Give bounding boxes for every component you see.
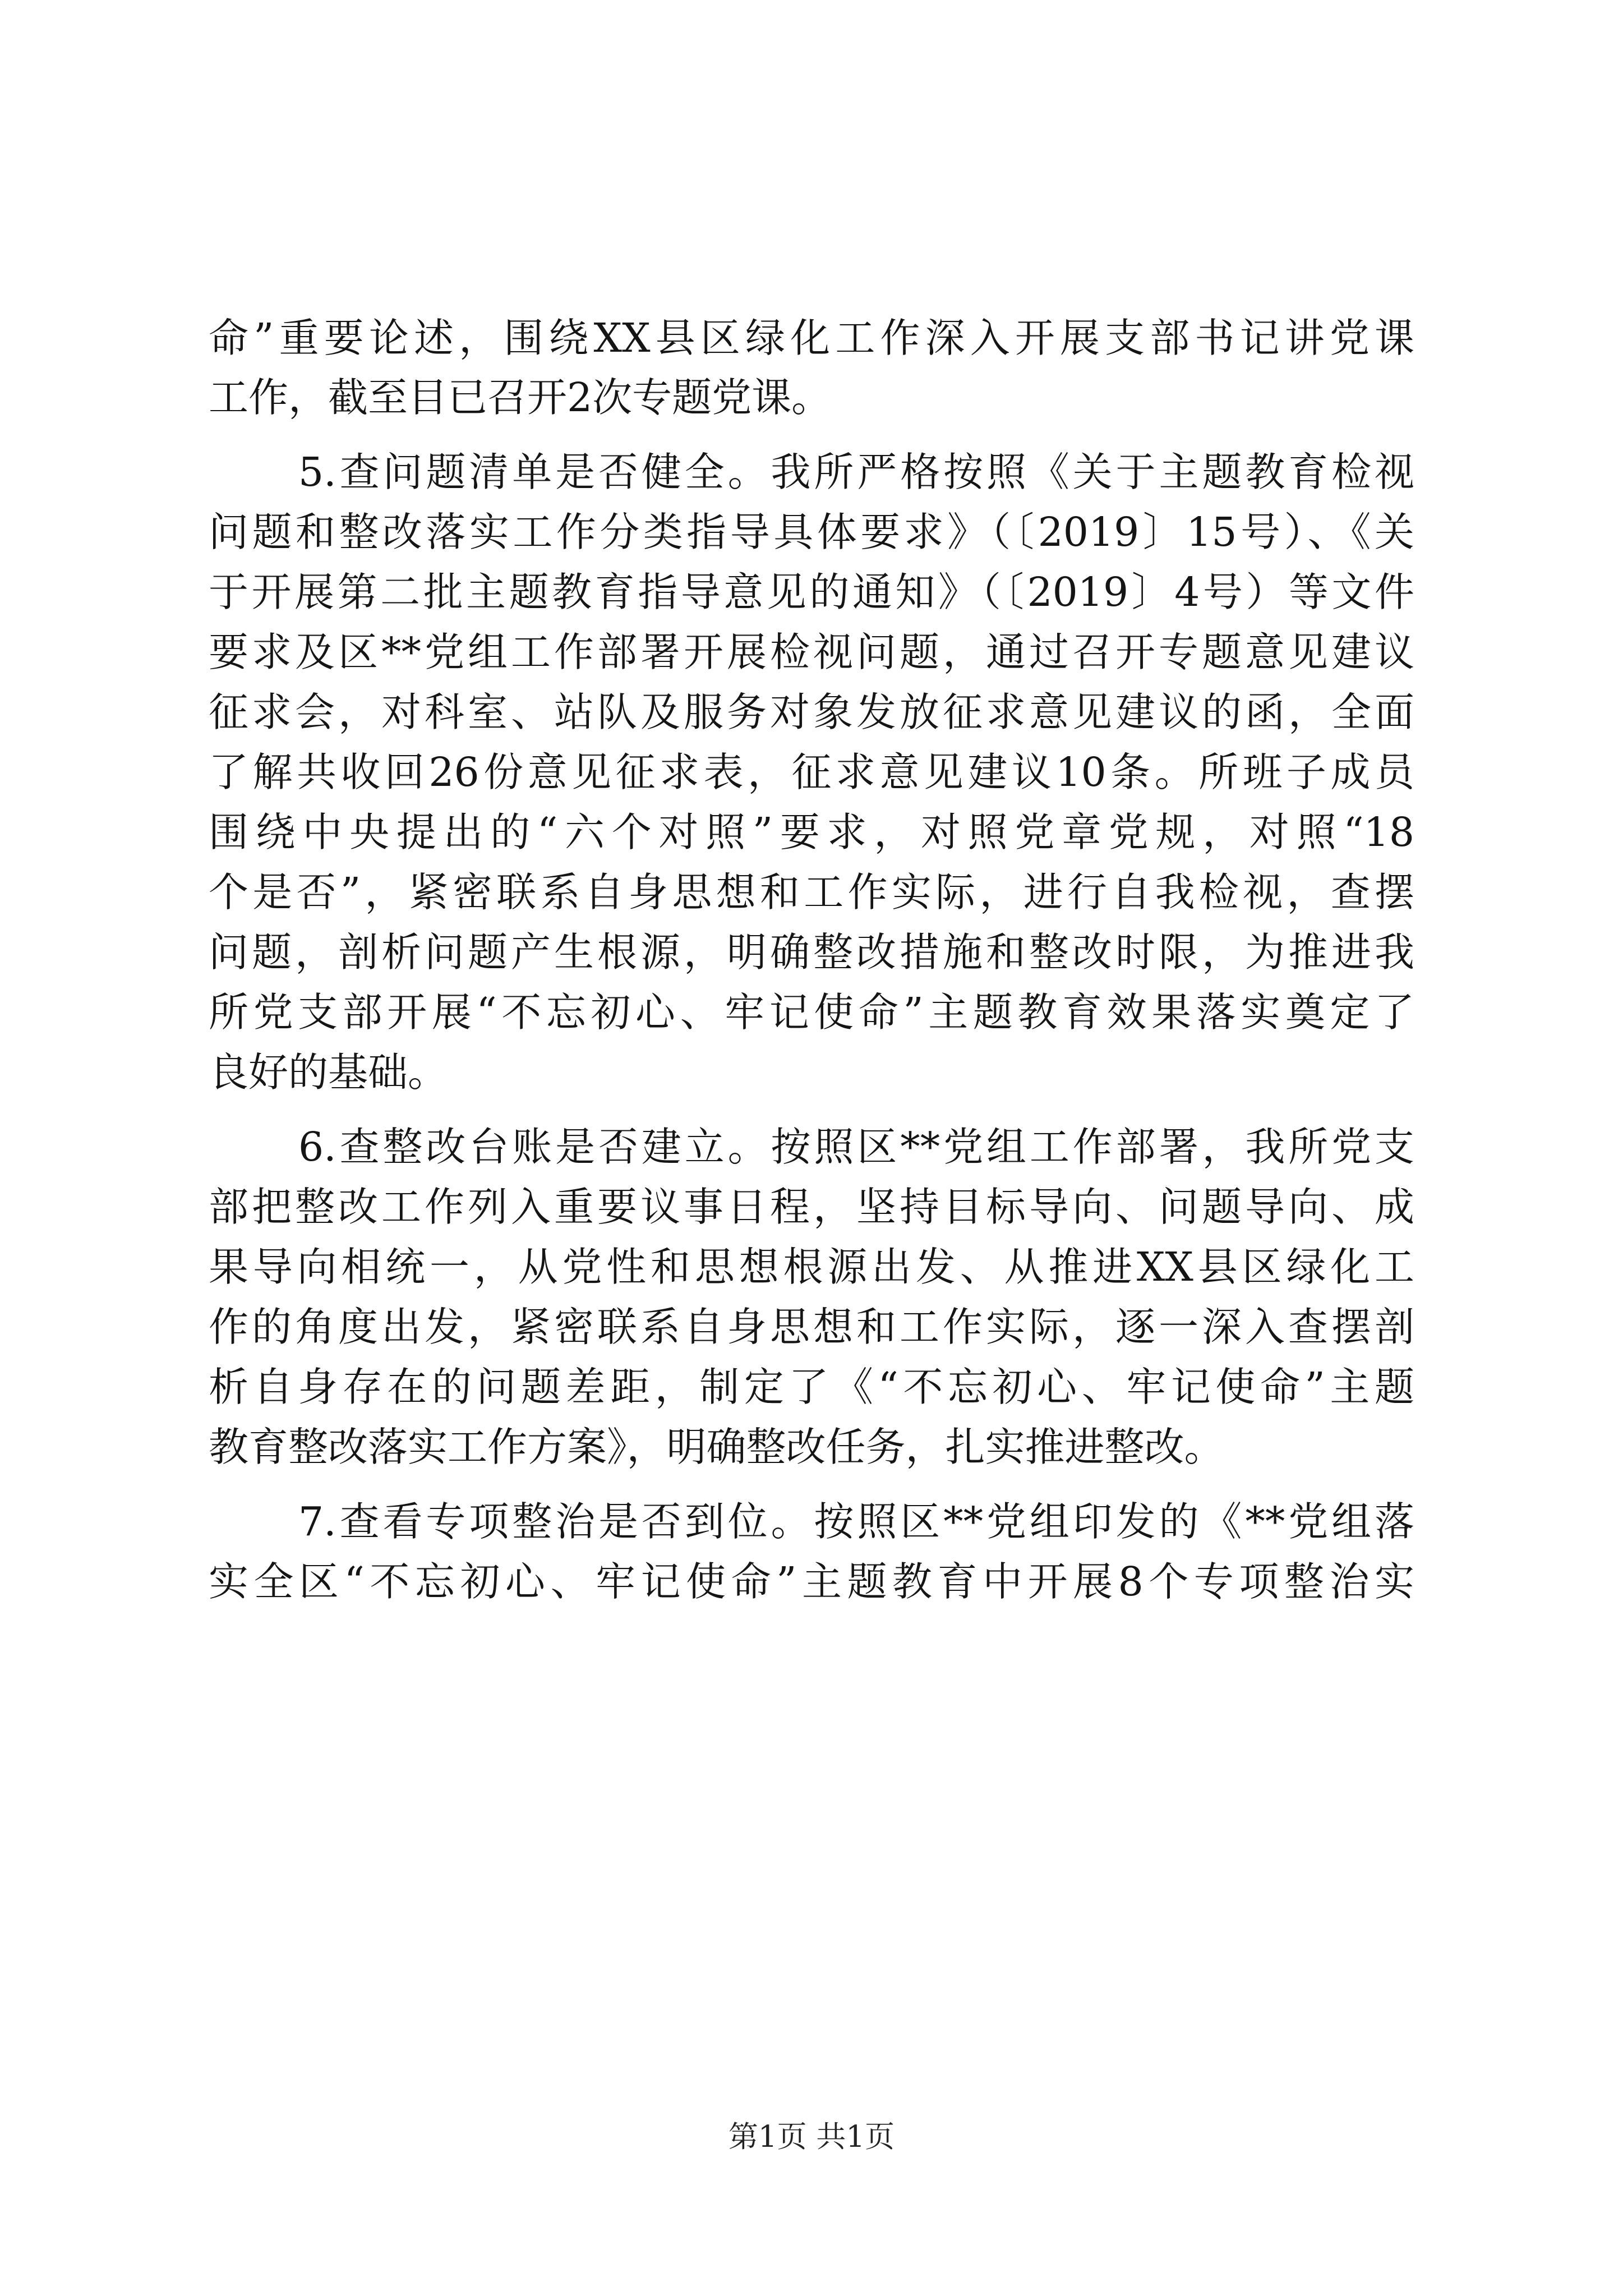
text-line: 6.查整改台账是否建立。按照区**党组工作部署，我所党支	[298, 1124, 1414, 1170]
text-line: 所党支部开展“不忘初心、牢记使命”主题教育效果落实奠定了	[209, 989, 1414, 1036]
text-line: 果导向相统一，从党性和思想根源出发、从推进XX县区绿化工	[209, 1244, 1414, 1290]
text-line: 工作，截至目已召开2次专题党课。	[209, 374, 832, 421]
text-line: 教育整改落实工作方案》，明确整改任务，扎实推进整改。	[209, 1424, 1224, 1470]
text-line: 命”重要论述，围绕XX县区绿化工作深入开展支部书记讲党课	[209, 315, 1414, 361]
text-line: 于开展第二批主题教育指导意见的通知》（〔2019〕4号）等文件	[209, 569, 1414, 615]
text-line: 要求及区**党组工作部署开展检视问题，通过召开专题意见建议	[209, 629, 1414, 675]
text-line: 征求会，对科室、站队及服务对象发放征求意见建议的函，全面	[209, 689, 1414, 735]
text-line: 析自身存在的问题差距，制定了《“不忘初心、牢记使命”主题	[209, 1364, 1414, 1410]
text-line: 良好的基础。	[209, 1049, 448, 1096]
page-number-label: 第1页 共1页	[728, 2120, 895, 2154]
text-line: 部把整改工作列入重要议事日程，坚持目标导向、问题导向、成	[209, 1184, 1414, 1230]
text-line: 问题，剖析问题产生根源，明确整改措施和整改时限，为推进我	[209, 929, 1414, 976]
page-footer	[0, 2118, 1623, 2157]
text-line: 5.查问题清单是否健全。我所严格按照《关于主题教育检视	[298, 449, 1414, 495]
text-line: 问题和整改落实工作分类指导具体要求》（〔2019〕15号）、《关	[209, 509, 1414, 555]
text-line: 作的角度出发，紧密联系自身思想和工作实际，逐一深入查摆剖	[209, 1304, 1414, 1350]
text-line: 个是否”，紧密联系自身思想和工作实际，进行自我检视，查摆	[209, 869, 1414, 915]
text-line: 7.查看专项整治是否到位。按照区**党组印发的《**党组落	[298, 1498, 1414, 1545]
text-line: 实全区“不忘初心、牢记使命”主题教育中开展8个专项整治实	[209, 1558, 1414, 1605]
text-line: 了解共收回26份意见征求表，征求意见建议10条。所班子成员	[209, 749, 1414, 795]
text-line: 围绕中央提出的“六个对照”要求，对照党章党规，对照“18	[209, 809, 1414, 855]
